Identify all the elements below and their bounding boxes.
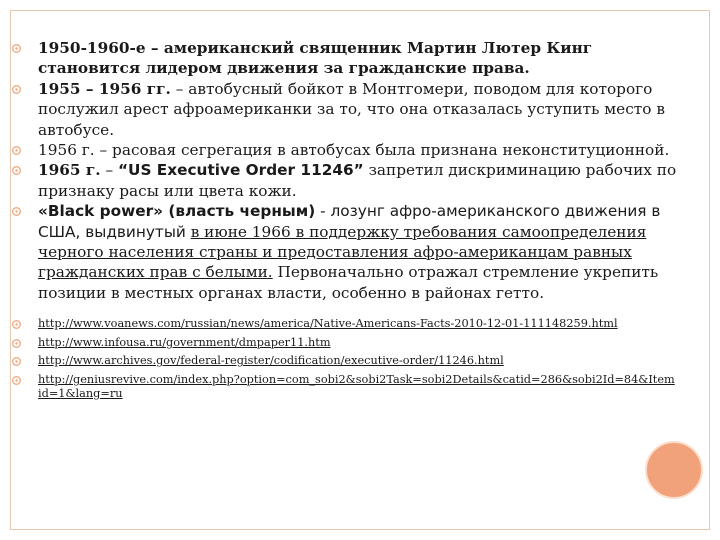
item-text: – — [100, 161, 118, 180]
source-link-geniusrevive[interactable]: http://geniusrevive.com/index.php?option=com_sobi2&sobi2Task=sobi2Details&catid=286&sobi2Id=84&Itemid=1&lang=ru — [38, 373, 675, 400]
source-link-infousa[interactable]: http://www.infousa.ru/government/dmpaper11.htm — [38, 335, 331, 349]
link-item — [38, 336, 678, 350]
ornament-bullet-icon — [11, 84, 22, 95]
item-text: - лозунг афро-американского движения в США, выдвинутый — [38, 202, 661, 241]
ornament-bullet-icon — [11, 356, 22, 367]
link-item — [38, 373, 678, 400]
item-bold-text: 1955 – 1956 гг. — [38, 79, 171, 98]
list-item-1955 — [38, 79, 678, 140]
item-text: 1956 г. – расовая сегрегация в автобусах была признана неконституционной. — [38, 141, 670, 160]
main-bullet-list — [38, 38, 678, 303]
list-item-black-power — [38, 201, 678, 303]
item-bold-text: 1965 г. — [38, 161, 101, 180]
list-item-1950 — [38, 38, 678, 79]
item-text: – автобусный бойкот в Монтгомери, поводом для которого послужил арест афроамериканки за то, что она отказалась уступить место в автобусе. — [38, 79, 665, 139]
ornament-bullet-icon — [11, 165, 22, 176]
source-link-voanews[interactable]: http://www.voanews.com/russian/news/america/Native-Americans-Facts-2010-12-01-111148259.html — [38, 317, 618, 331]
item-underlined-text: в июне 1966 в поддержку требования самоопределения черного населения страны и предоставления афро-американцам равных гражданских прав с белыми. — [38, 222, 647, 282]
item-slogan: «Black power» (власть черным) — [38, 202, 316, 221]
source-link-archives[interactable]: http://www.archives.gov/federal-register/codification/executive-order/11246.html — [38, 354, 504, 368]
link-item — [38, 317, 678, 331]
item-text: запретил дискриминацию рабочих по признаку расы или цвета кожи. — [38, 161, 677, 200]
item-order-title: “US Executive Order 11246” — [117, 161, 364, 180]
link-item — [38, 354, 678, 368]
item-bold-text: 1950-1960-е – американский священник Мартин Лютер Кинг становится лидером движения за гражданские права. — [38, 39, 593, 78]
ornament-bullet-icon — [11, 319, 22, 330]
item-text: Первоначально отражал стремление укрепить позиции в местных органах власти, особенно в районах гетто. — [38, 263, 659, 302]
slide-content — [38, 38, 678, 405]
ornament-bullet-icon — [11, 43, 22, 54]
ornament-bullet-icon — [11, 206, 22, 217]
ornament-bullet-icon — [11, 145, 22, 156]
list-item-1956 — [38, 140, 678, 160]
list-item-1965 — [38, 160, 678, 201]
decorative-circle — [645, 441, 703, 499]
ornament-bullet-icon — [11, 375, 22, 386]
ornament-bullet-icon — [11, 338, 22, 349]
source-links-list — [38, 317, 678, 400]
